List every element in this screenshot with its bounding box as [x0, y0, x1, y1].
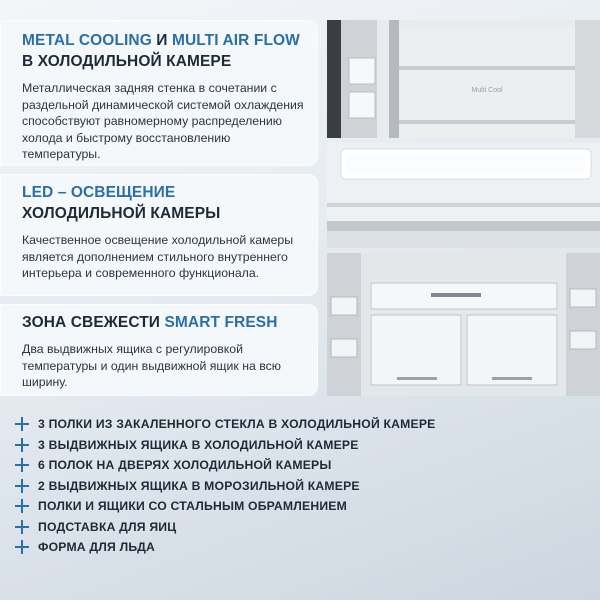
plus-icon	[14, 457, 30, 473]
list-item-label: 3 ВЫДВИЖНЫХ ЯЩИКА В ХОЛОДИЛЬНОЙ КАМЕРЕ	[38, 437, 359, 452]
fridge-drawers-photo	[327, 253, 600, 396]
title-line2: ХОЛОДИЛЬНОЙ КАМЕРЫ	[22, 205, 221, 222]
list-item	[14, 537, 435, 558]
card-title	[22, 312, 304, 333]
plus-icon	[14, 478, 30, 494]
list-item	[14, 455, 435, 476]
plus-icon	[14, 539, 30, 555]
list-item-label: ФОРМА ДЛЯ ЛЬДА	[38, 540, 156, 555]
list-item-label: 2 ВЫДВИЖНЫХ ЯЩИКА В МОРОЗИЛЬНОЙ КАМЕРЕ	[38, 478, 360, 493]
title-connector: И	[151, 32, 172, 49]
card-title	[22, 30, 304, 72]
list-item	[14, 435, 435, 456]
led-lighting-illustration	[327, 143, 600, 248]
card-title	[22, 182, 304, 224]
title-plain: ЗОНА СВЕЖЕСТИ	[22, 314, 165, 331]
list-item-label: 3 ПОЛКИ ИЗ ЗАКАЛЕННОГО СТЕКЛА В ХОЛОДИЛЬНОЙ КАМЕРЕ	[38, 417, 436, 432]
title-accent: MULTI AIR FLOW	[171, 32, 300, 49]
plus-icon	[14, 498, 30, 514]
title-accent: LED – ОСВЕЩЕНИЕ	[22, 184, 176, 201]
card-text: Металлическая задняя стенка в сочетании с раздельной динамической системой охлаждения способствуют равномерному распределению холода и быстрому восстановлению температуры.	[22, 81, 304, 161]
list-item	[14, 476, 435, 497]
list-item	[14, 496, 435, 517]
list-item-label: ПОЛКИ И ЯЩИКИ СО СТАЛЬНЫМ ОБРАМЛЕНИЕМ	[38, 499, 347, 514]
feature-card-metal-cooling	[0, 20, 318, 166]
feature-card-led-lighting	[0, 174, 318, 296]
title-line2: В ХОЛОДИЛЬНОЙ КАМЕРЕ	[22, 53, 232, 70]
list-item-label: 6 ПОЛОК НА ДВЕРЯХ ХОЛОДИЛЬНОЙ КАМЕРЫ	[38, 458, 332, 473]
card-text: Качественное освещение холодильной камеры является дополнением стильного внутреннего интерьера и современного функционала.	[22, 233, 294, 280]
plus-icon	[14, 416, 30, 432]
fridge-interior-photo	[327, 20, 600, 138]
feature-card-smart-fresh	[0, 304, 318, 396]
card-text: Два выдвижных ящика с регулировкой температуры и один выдвижной ящик на всю ширину.	[22, 342, 282, 389]
fridge-drawers-illustration	[327, 253, 600, 396]
title-accent: SMART FRESH	[164, 314, 278, 331]
plus-icon	[14, 519, 30, 535]
led-lighting-photo	[327, 143, 600, 248]
feature-list	[14, 414, 435, 558]
fridge-interior-illustration	[327, 20, 600, 138]
list-item-label: ПОДСТАВКА ДЛЯ ЯИЦ	[38, 519, 177, 534]
list-item	[14, 414, 435, 435]
plus-icon	[14, 437, 30, 453]
brand-label: Multi Cool	[471, 87, 503, 94]
list-item	[14, 517, 435, 538]
title-accent: METAL COOLING	[22, 32, 152, 49]
